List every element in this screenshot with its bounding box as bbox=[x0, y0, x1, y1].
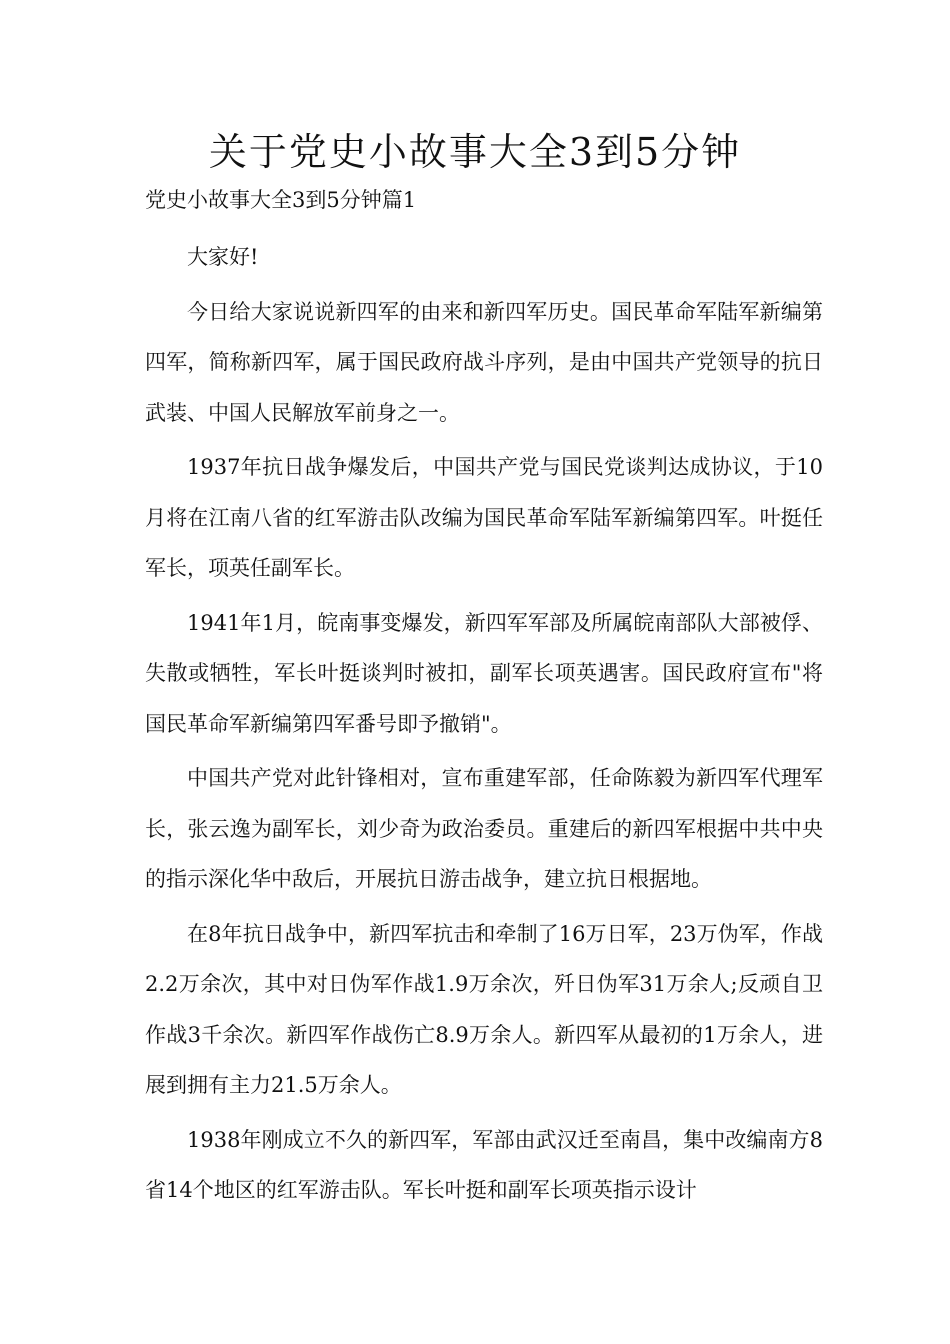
paragraph-rebuild: 中国共产党对此针锋相对，宣布重建军部，任命陈毅为新四军代理军长，张云逸为副军长，刘少奇为政治委员。重建后的新四军根据中共中央的指示深化华中敌后，开展抗日游击战争，建立抗日根据地。 bbox=[145, 766, 823, 891]
document-title: 关于党史小故事大全3到5分钟 bbox=[208, 130, 742, 174]
document-body bbox=[145, 232, 823, 1220]
paragraph-intro: 今日给大家说说新四军的由来和新四军历史。国民革命军陆军新编第四军，简称新四军，属于国民政府战斗序列，是由中国共产党领导的抗日武装、中国人民解放军前身之一。 bbox=[145, 299, 823, 425]
paragraph-1937: 1937年抗日战争爆发后，中国共产党与国民党谈判达成协议，于10月将在江南八省的红军游击队改编为国民革命军陆军新编第四军。叶挺任军长，项英任副军长。 bbox=[145, 455, 823, 580]
section-heading: 党史小故事大全3到5分钟篇1 bbox=[145, 188, 417, 212]
paragraph-greeting: 大家好! bbox=[187, 245, 259, 269]
paragraph-1941: 1941年1月，皖南事变爆发，新四军军部及所属皖南部队大部被俘、失散或牺牲，军长叶挺谈判时被扣，副军长项英遇害。国民政府宣布"将国民革命军新编第四军番号即予撤销"。 bbox=[145, 610, 823, 736]
paragraph-war-record: 在8年抗日战争中，新四军抗击和牵制了16万日军，23万伪军，作战2.2万余次，其中对日伪军作战1.9万余次，歼日伪军31万余人;反顽自卫作战3千余次。新四军作战伤亡8.9万余人。新四军从最初的1万余人，进展到拥有主力21.5万余人。 bbox=[145, 921, 823, 1097]
paragraph-1938: 1938年刚成立不久的新四军，军部由武汉迁至南昌，集中改编南方8省14个地区的红军游击队。军长叶挺和副军长项英指示设计 bbox=[145, 1127, 823, 1202]
